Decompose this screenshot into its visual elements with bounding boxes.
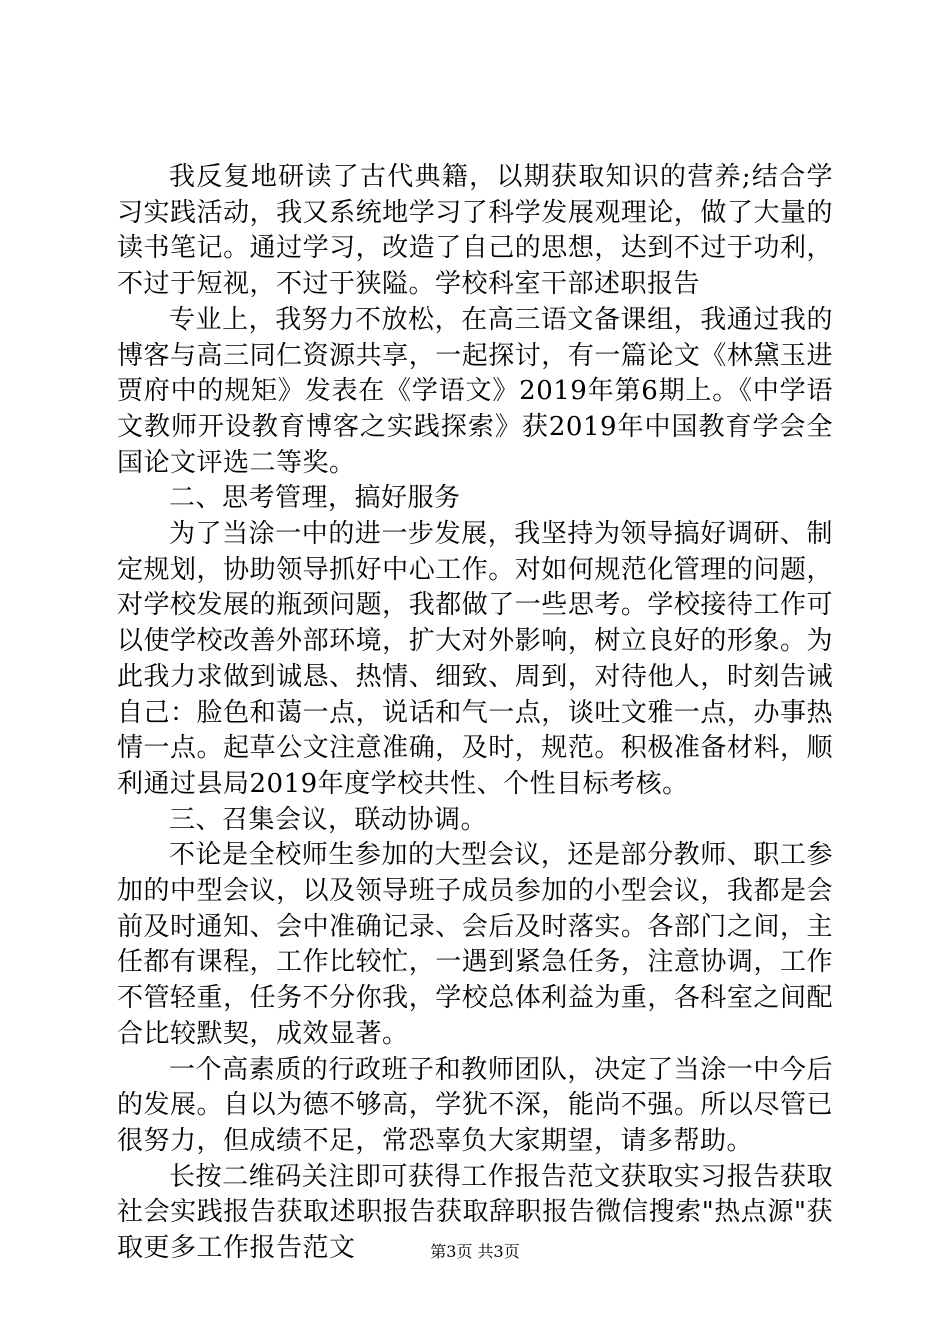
- paragraph-professional: 专业上，我努力不放松，在高三语文备课组，我通过我的博客与高三同仁资源共享，一起探讨，有一篇论文《林黛玉进贾府中的规矩》发表在《学语文》2019年第6期上。《中学语文教师开设教育博客之实践探索》获2019年中国教育学会全国论文评选二等奖。: [117, 304, 833, 478]
- paragraph-meetings: 不论是全校师生参加的大型会议，还是部分教师、职工参加的中型会议，以及领导班子成员参加的小型会议，我都是会前及时通知、会中准确记录、会后及时落实。各部门之间，主任都有课程，工作比较忙，一遇到紧急任务，注意协调，工作不管轻重，任务不分你我，学校总体利益为重，各科室之间配合比较默契，成效显著。: [117, 840, 833, 1049]
- paragraph-conclusion: 一个高素质的行政班子和教师团队，决定了当涂一中今后的发展。自以为德不够高，学犹不深，能尚不强。所以尽管已很努力，但成绩不足，常恐辜负大家期望，请多帮助。: [117, 1054, 833, 1156]
- section-heading-management: 二、思考管理，搞好服务: [169, 483, 461, 514]
- document-body: [117, 160, 833, 1267]
- page-footer: 第3页 共3页: [430, 1242, 520, 1261]
- section-heading-meetings: 三、召集会议，联动协调。: [169, 804, 488, 835]
- paragraph-promo: 长按二维码关注即可获得工作报告范文获取实习报告获取社会实践报告获取述职报告获取辞职报告微信搜索"热点源"获取更多工作报告范文: [117, 1161, 833, 1264]
- paragraph-management: 为了当涂一中的进一步发展，我坚持为领导搞好调研、制定规划，协助领导抓好中心工作。对如何规范化管理的问题，对学校发展的瓶颈问题，我都做了一些思考。学校接待工作可以使学校改善外部环境，扩大对外影响，树立良好的形象。为此我力求做到诚恳、热情、细致、周到，对待他人，时刻告诫自己：脸色和蔼一点，说话和气一点，谈吐文雅一点，办事热情一点。起草公文注意准确，及时，规范。积极准备材料，顺利通过县局2019年度学校共性、个性目标考核。: [117, 519, 833, 799]
- paragraph-study: 我反复地研读了古代典籍，以期获取知识的营养;结合学习实践活动，我又系统地学习了科学发展观理论，做了大量的读书笔记。通过学习，改造了自己的思想，达到不过于功利，不过于短视，不过于狭隘。学校科室干部述职报告: [117, 162, 833, 300]
